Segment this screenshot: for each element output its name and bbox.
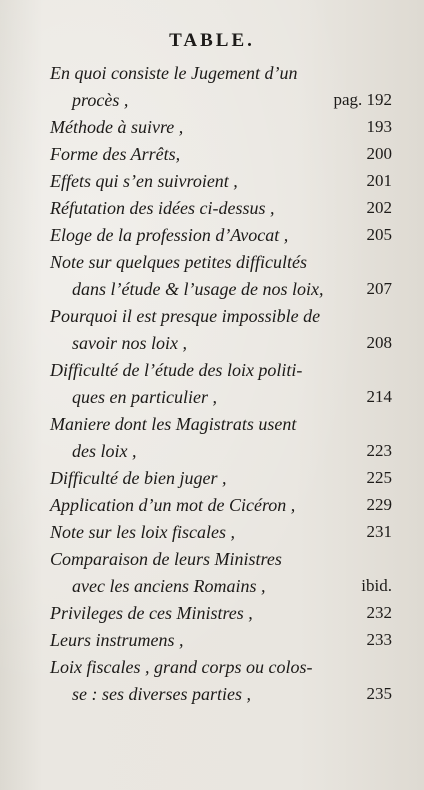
toc-entry-text: procès , xyxy=(72,90,129,110)
toc-entry xyxy=(50,141,392,167)
toc-page-number: 202 xyxy=(366,198,392,217)
toc-entry-text: Pourquoi il est presque impossible de xyxy=(50,306,321,326)
toc-page-number: 225 xyxy=(366,468,392,487)
toc-entry xyxy=(50,600,392,626)
toc-entry xyxy=(72,384,392,410)
toc-entry-text: Forme des Arrêts, xyxy=(50,144,181,164)
toc-entry xyxy=(50,195,392,221)
toc-entry-text: Loix fiscales , grand corps ou colos- xyxy=(50,657,313,677)
toc-page-number: 233 xyxy=(366,630,392,649)
toc-entry-text: Réfutation des idées ci-dessus , xyxy=(50,198,275,218)
toc-entry xyxy=(50,357,392,383)
toc-entry-text: Application d’un mot de Cicéron , xyxy=(50,495,296,515)
toc-page-number: 207 xyxy=(366,279,392,298)
toc-entry-text: Comparaison de leurs Ministres xyxy=(50,549,282,569)
toc-page-number: 201 xyxy=(366,171,392,190)
toc-entry-text: Effets qui s’en suivroient , xyxy=(50,171,238,191)
toc-entry xyxy=(72,276,392,302)
page-title: TABLE. xyxy=(169,30,255,51)
toc-page-number: ibid. xyxy=(361,576,392,595)
toc-entry-text: Difficulté de l’étude des loix politi- xyxy=(50,360,303,380)
toc-page-number: 200 xyxy=(366,144,392,163)
toc-entry xyxy=(50,492,392,518)
toc-page-number: 223 xyxy=(366,441,392,460)
toc-entry xyxy=(50,168,392,194)
toc-entry-text: dans l’étude & l’usage de nos loix, xyxy=(72,279,324,299)
toc-entry-text: Leurs instrumens , xyxy=(50,630,184,650)
toc-entry-text: Méthode à suivre , xyxy=(50,117,184,137)
toc-page-number: pag. 192 xyxy=(333,90,392,109)
toc-entry xyxy=(50,60,392,86)
toc-entry-text: Difficulté de bien juger , xyxy=(50,468,227,488)
toc-page-number: 232 xyxy=(366,603,392,622)
toc-entry xyxy=(50,627,392,653)
toc-entry xyxy=(72,438,392,464)
toc-entry-text: Note sur quelques petites difficultés xyxy=(50,252,307,272)
toc-entry-text: Eloge de la profession d’Avocat , xyxy=(50,225,289,245)
toc-entry-text: Note sur les loix fiscales , xyxy=(50,522,235,542)
toc-entry xyxy=(72,330,392,356)
toc-page-number: 235 xyxy=(366,684,392,703)
toc-page-number: 193 xyxy=(366,117,392,136)
toc-entry xyxy=(72,573,392,599)
toc-entry-text: savoir nos loix , xyxy=(72,333,187,353)
toc-entry-text: se : ses diverses parties , xyxy=(72,684,251,704)
toc-entry xyxy=(50,546,392,572)
toc-entry xyxy=(72,87,392,113)
toc-entry xyxy=(50,465,392,491)
toc-entry xyxy=(50,519,392,545)
toc-entry xyxy=(50,222,392,248)
toc-entry-text: ques en particulier , xyxy=(72,387,217,407)
toc-entry xyxy=(50,303,392,329)
toc-entry xyxy=(50,114,392,140)
toc-entry-text: Maniere dont les Magistrats usent xyxy=(50,414,297,434)
toc-page-number: 214 xyxy=(366,387,392,406)
toc-entry-text: Privileges de ces Ministres , xyxy=(50,603,253,623)
toc-entry-text: avec les anciens Romains , xyxy=(72,576,266,596)
toc-entry xyxy=(50,249,392,275)
toc-page-number: 229 xyxy=(366,495,392,514)
toc-page-number: 205 xyxy=(366,225,392,244)
toc-entry xyxy=(72,681,392,707)
toc-entry-text: des loix , xyxy=(72,441,137,461)
toc-page-number: 208 xyxy=(366,333,392,352)
toc-entry xyxy=(50,411,392,437)
toc-entry xyxy=(50,654,392,680)
toc-entry-text: En quoi consiste le Jugement d’un xyxy=(50,63,298,83)
toc-page-number: 231 xyxy=(366,522,392,541)
